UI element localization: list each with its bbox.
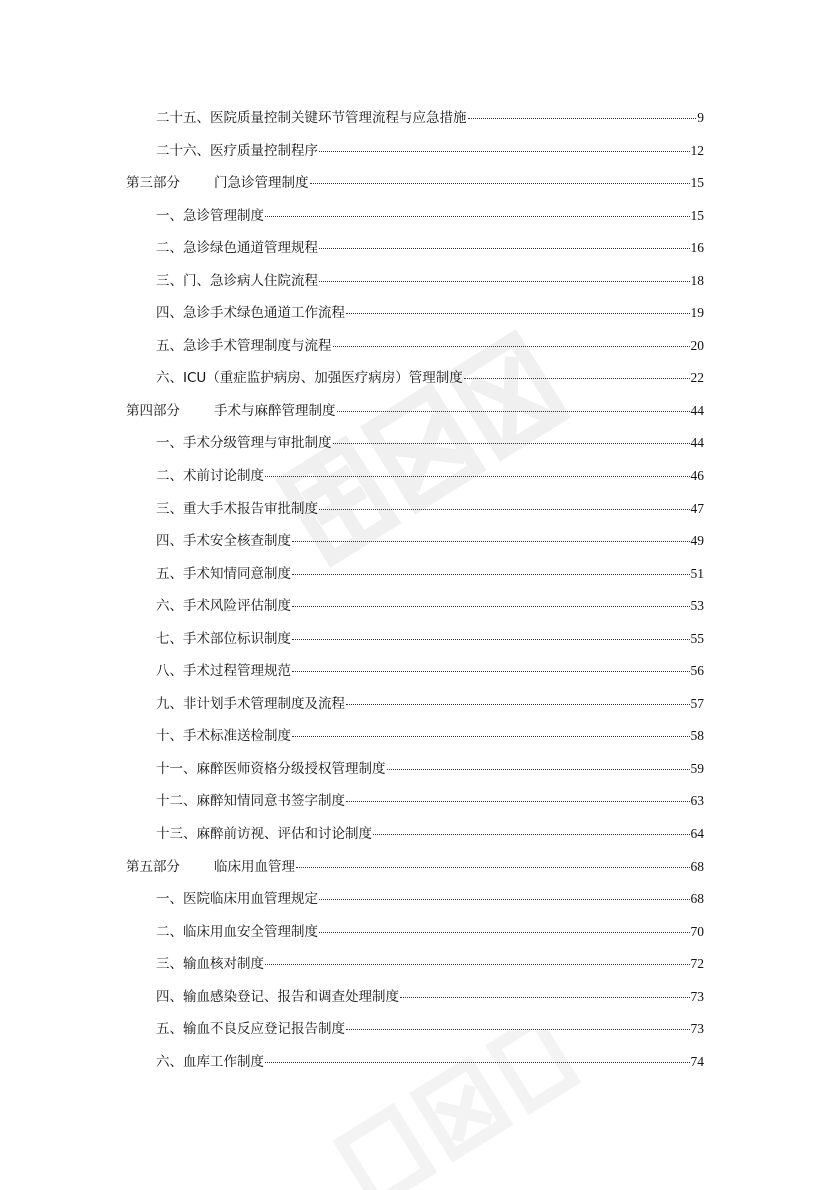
- toc-entry-title: 一、医院临床用血管理规定: [156, 891, 318, 908]
- toc-entry[interactable]: [0, 200, 830, 233]
- dot-leader: [292, 639, 690, 640]
- toc-entry-title: 五、手术知情同意制度: [156, 565, 291, 582]
- dot-leader: [292, 606, 690, 607]
- toc-entry[interactable]: [0, 427, 830, 460]
- dot-leader: [468, 118, 697, 119]
- dot-leader: [265, 476, 690, 477]
- dot-leader: [292, 671, 690, 672]
- dot-leader: [319, 509, 690, 510]
- toc-entry-title: 八、手术过程管理规范: [156, 663, 291, 680]
- part-title: 门急诊管理制度: [214, 175, 309, 192]
- toc-entry[interactable]: [0, 362, 830, 395]
- toc-entry[interactable]: [0, 623, 830, 656]
- toc-page-number: 70: [690, 923, 704, 939]
- toc-entry-title: 一、急诊管理制度: [156, 207, 264, 224]
- toc-entry-title: 四、急诊手术绿色通道工作流程: [156, 305, 345, 322]
- toc-entry-title: 十二、麻醉知情同意书签字制度: [156, 793, 345, 810]
- toc-entry-title: 十三、麻醉前访视、评估和讨论制度: [156, 826, 372, 843]
- dot-leader: [337, 411, 690, 412]
- toc-entry-title: 六、血库工作制度: [156, 1053, 264, 1070]
- toc-entry[interactable]: [0, 265, 830, 298]
- toc-page-number: 44: [690, 402, 704, 418]
- dot-leader: [265, 964, 690, 965]
- toc-page-number: 16: [690, 240, 704, 256]
- dot-leader: [346, 1029, 690, 1030]
- table-of-contents: [0, 102, 830, 1078]
- toc-entry[interactable]: [0, 493, 830, 526]
- toc-page-number: 19: [690, 305, 704, 321]
- toc-entry[interactable]: [0, 590, 830, 623]
- toc-part-label: [126, 167, 309, 200]
- toc-page-number: 68: [690, 891, 704, 907]
- toc-page-number: 73: [690, 1021, 704, 1037]
- toc-page-number: 57: [690, 695, 704, 711]
- dot-leader: [319, 248, 690, 249]
- toc-entry-title: 二、术前讨论制度: [156, 468, 264, 485]
- toc-entry-title: 二十五、医院质量控制关键环节管理流程与应急措施: [156, 110, 467, 126]
- toc-page-number: 15: [690, 207, 704, 223]
- toc-entry[interactable]: [0, 655, 830, 688]
- toc-entry-title: 二十六、医疗质量控制程序: [156, 142, 318, 159]
- toc-entry[interactable]: [0, 525, 830, 558]
- dot-leader: [265, 216, 690, 217]
- toc-part-label: [126, 851, 295, 884]
- toc-part-label: [126, 395, 336, 428]
- toc-page-number: 46: [690, 468, 704, 484]
- toc-entry-title: 五、输血不良反应登记报告制度: [156, 1021, 345, 1038]
- toc-page-number: 51: [690, 565, 704, 581]
- toc-entry-title: 十一、麻醉医师资格分级授权管理制度: [156, 760, 386, 777]
- toc-page-number: 53: [690, 598, 704, 614]
- toc-entry[interactable]: [0, 460, 830, 493]
- toc-page-number: 12: [690, 142, 704, 158]
- toc-entry-title: 三、输血核对制度: [156, 956, 264, 973]
- dot-leader: [333, 443, 690, 444]
- dot-leader: [373, 834, 690, 835]
- toc-entry[interactable]: [0, 753, 830, 786]
- toc-entry[interactable]: [0, 102, 830, 135]
- toc-entry-title: 二、急诊绿色通道管理规程: [156, 240, 318, 257]
- toc-page-number: 55: [690, 630, 704, 646]
- toc-entry-title: 六、ICU（重症监护病房、加强医疗病房）管理制度: [156, 370, 463, 387]
- toc-entry[interactable]: [0, 1046, 830, 1079]
- dot-leader: [333, 346, 690, 347]
- toc-entry-title: 十、手术标准送检制度: [156, 728, 291, 745]
- toc-page-number: 58: [690, 728, 704, 744]
- dot-leader: [319, 151, 690, 152]
- dot-leader: [319, 281, 690, 282]
- toc-entry[interactable]: [0, 981, 830, 1014]
- toc-entry-title: 五、急诊手术管理制度与流程: [156, 337, 332, 354]
- part-title: 临床用血管理: [214, 858, 295, 875]
- toc-entry[interactable]: [0, 558, 830, 591]
- toc-entry-title: 三、重大手术报告审批制度: [156, 500, 318, 517]
- toc-entry[interactable]: [0, 818, 830, 851]
- toc-entry[interactable]: [0, 720, 830, 753]
- toc-page-number: 74: [690, 1053, 704, 1069]
- dot-leader: [464, 378, 690, 379]
- dot-leader: [292, 574, 690, 575]
- dot-leader: [346, 704, 690, 705]
- toc-page-number: 15: [690, 175, 704, 191]
- toc-entry[interactable]: [0, 135, 830, 168]
- toc-entry[interactable]: [0, 330, 830, 363]
- dot-leader: [387, 769, 690, 770]
- toc-page-number: 9: [697, 110, 704, 125]
- toc-page-number: 72: [690, 956, 704, 972]
- dot-leader: [346, 801, 690, 802]
- part-number: 第四部分: [126, 402, 180, 419]
- toc-page-number: 44: [690, 435, 704, 451]
- dot-leader: [296, 867, 690, 868]
- toc-page-number: 20: [690, 337, 704, 353]
- toc-page-number: 49: [690, 533, 704, 549]
- toc-page-number: 63: [690, 793, 704, 809]
- toc-entry-title: 三、门、急诊病人住院流程: [156, 272, 318, 289]
- toc-entry[interactable]: [0, 883, 830, 916]
- dot-leader: [400, 997, 690, 998]
- part-number: 第三部分: [126, 175, 180, 192]
- toc-entry[interactable]: [0, 297, 830, 330]
- toc-entry[interactable]: [0, 232, 830, 265]
- toc-entry-title: 七、手术部位标识制度: [156, 630, 291, 647]
- toc-page-number: 64: [690, 826, 704, 842]
- toc-entry-title: 六、手术风险评估制度: [156, 598, 291, 615]
- dot-leader: [265, 1062, 690, 1063]
- toc-part-heading[interactable]: [0, 395, 830, 428]
- dot-leader: [319, 932, 690, 933]
- toc-entry[interactable]: [0, 1013, 830, 1046]
- toc-entry[interactable]: [0, 948, 830, 981]
- toc-entry[interactable]: [0, 785, 830, 818]
- dot-leader: [292, 541, 690, 542]
- dot-leader: [346, 313, 690, 314]
- toc-page-number: 68: [690, 858, 704, 874]
- toc-part-heading[interactable]: [0, 167, 830, 200]
- toc-entry-title: 四、手术安全核查制度: [156, 533, 291, 550]
- toc-page-number: 47: [690, 500, 704, 516]
- dot-leader: [310, 183, 690, 184]
- toc-page-number: 56: [690, 663, 704, 679]
- toc-entry-title: 一、手术分级管理与审批制度: [156, 435, 332, 452]
- toc-entry[interactable]: [0, 688, 830, 721]
- toc-entry[interactable]: [0, 916, 830, 949]
- toc-page-number: 22: [690, 370, 704, 386]
- toc-part-heading[interactable]: [0, 851, 830, 884]
- dot-leader: [292, 736, 690, 737]
- toc-entry-title: 二、临床用血安全管理制度: [156, 923, 318, 940]
- toc-page-number: 59: [690, 760, 704, 776]
- toc-page-number: 18: [690, 272, 704, 288]
- toc-entry-title: 四、输血感染登记、报告和调查处理制度: [156, 988, 399, 1005]
- toc-entry-title: 九、非计划手术管理制度及流程: [156, 695, 345, 712]
- part-title: 手术与麻醉管理制度: [214, 402, 336, 419]
- dot-leader: [319, 899, 690, 900]
- part-number: 第五部分: [126, 858, 180, 875]
- toc-page-number: 73: [690, 988, 704, 1004]
